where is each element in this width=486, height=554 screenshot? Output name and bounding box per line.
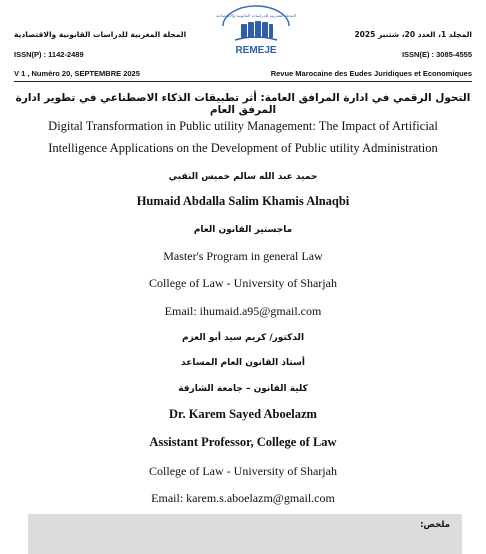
logo-text: REMEJE bbox=[235, 45, 277, 56]
abstract-box bbox=[28, 514, 462, 554]
author1-program-en: Master's Program in general Law bbox=[163, 249, 323, 263]
abstract-label: ملخص: bbox=[420, 520, 450, 530]
author2-title-en: Assistant Professor, College of Law bbox=[149, 435, 337, 449]
journal-logo bbox=[213, 4, 299, 60]
author1-program-ar: ماجستير القانون العام bbox=[193, 225, 293, 235]
author1-name-en: Humaid Abdalla Salim Khamis Alnaqbi bbox=[136, 194, 350, 208]
title-english-line2: Intelligence Applications on the Development of Public utility Administration bbox=[48, 141, 438, 155]
author2-title-ar: أستاذ القانون العام المساعد bbox=[181, 358, 305, 368]
author1-college: College of Law - University of Sharjah bbox=[149, 276, 337, 290]
title-arabic: التحول الرقمي في ادارة المرافق العامة: أثر تطبيقات الذكاء الاصطناعي في تطوير ادارة المرفق العام bbox=[15, 92, 471, 116]
journal-name-ar: المجلة المغربية للدراسات القانونية والاقتصادية bbox=[14, 30, 187, 39]
issue-info: V 1 , Numéro 20, SEPTEMBRE 2025 bbox=[14, 69, 140, 78]
author2-name-en: Dr. Karem Sayed Aboelazm bbox=[169, 407, 317, 421]
journal-name-fr: Revue Marocaine des Eudes Juridiques et Economiques bbox=[270, 69, 472, 78]
author2-college-ar: كلية القانون – جامعة الشارقة bbox=[178, 384, 308, 394]
issn-electronic: ISSN(E) : 3085-4555 bbox=[401, 50, 472, 59]
author2-email[interactable]: Email: karem.s.aboelazm@gmail.com bbox=[151, 491, 335, 505]
title-english-line1: Digital Transformation in Public utility Management: The Impact of Artificial bbox=[48, 119, 438, 133]
volume-info-ar: المجلد 1، العدد 20، شتنبر 2025 bbox=[354, 30, 472, 39]
author2-college: College of Law - University of Sharjah bbox=[149, 464, 337, 478]
logo-arabic-text: المجلة المغربية للدراسات القانونية والاقتصادية bbox=[215, 13, 297, 18]
author1-email[interactable]: Email: ihumaid.a95@gmail.com bbox=[164, 304, 322, 318]
author1-name-ar: حميد عبد الله سالم خميس النقبي bbox=[168, 172, 318, 182]
header-rule bbox=[14, 81, 472, 82]
author2-name-ar: الدكتور/ كريم سيد أبو العزم bbox=[181, 333, 305, 343]
issn-print: ISSN(P) : 1142-2489 bbox=[14, 50, 84, 59]
